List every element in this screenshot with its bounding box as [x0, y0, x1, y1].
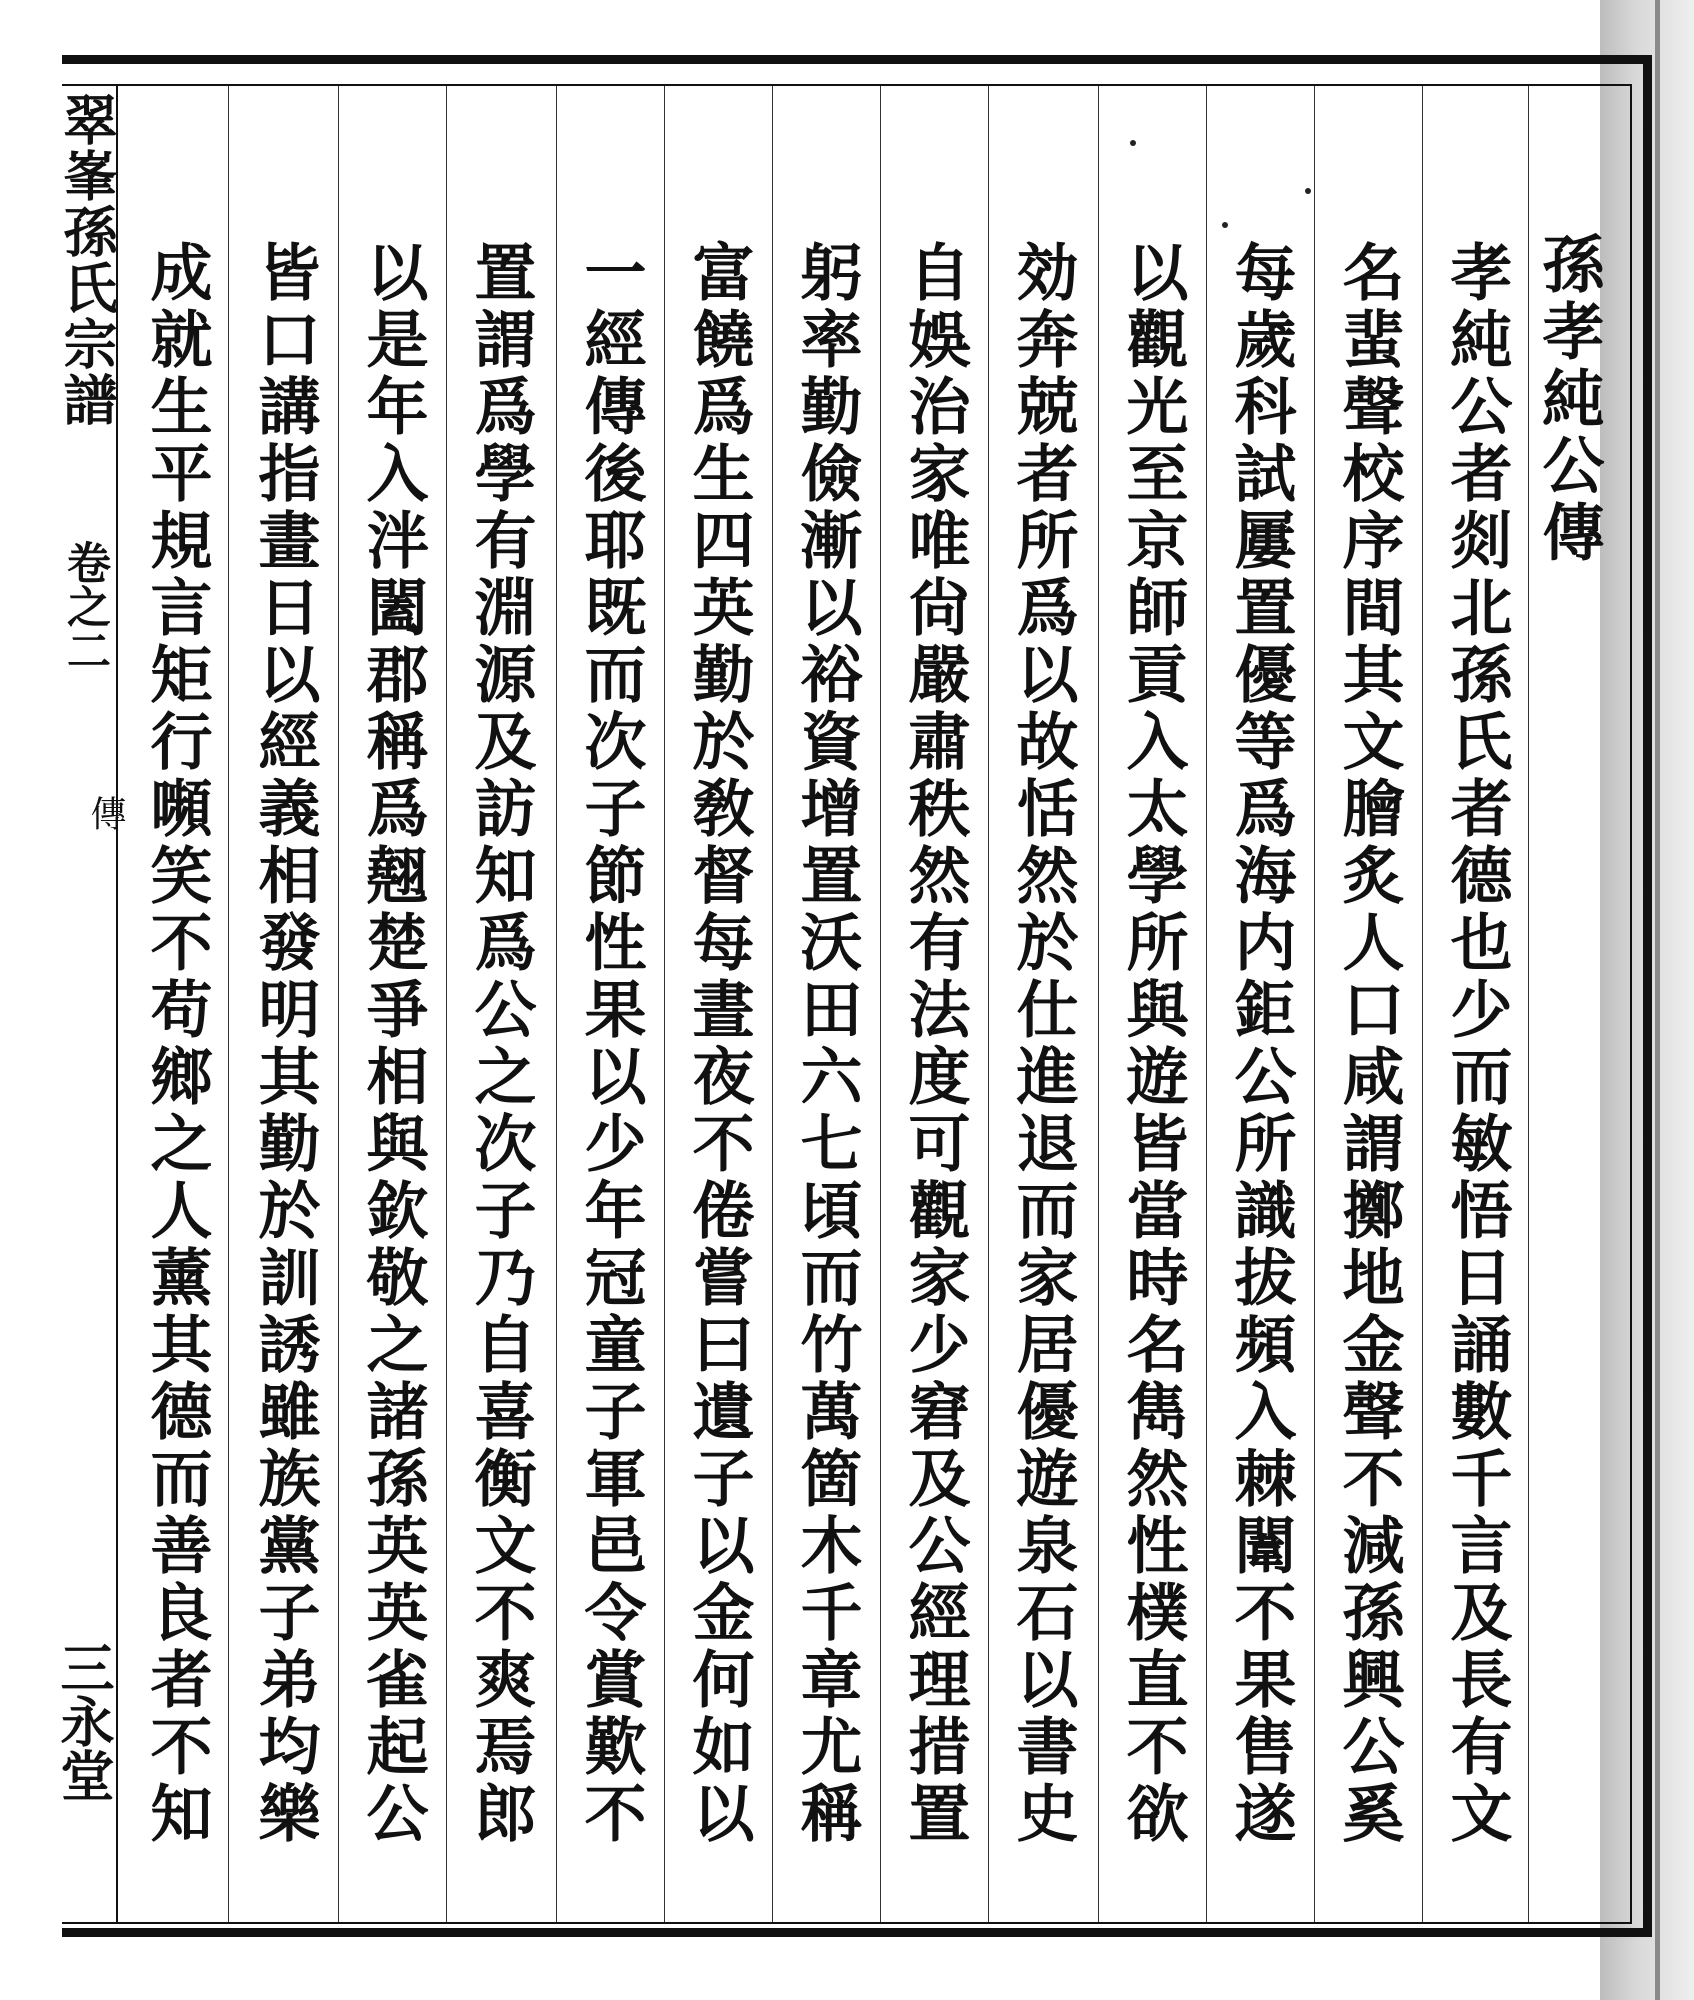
scan-margin-shadow [1655, 0, 1660, 2000]
column-rule [338, 86, 339, 1922]
spine-volume-label: 卷之二 [59, 540, 110, 672]
text-column: 皆口講指畫日以經義相發明其勤於訓誘雖族黨子弟均樂 [248, 240, 321, 1848]
column-rule [1206, 86, 1207, 1922]
text-column: 躬率勤儉漸以裕資增置沃田六七頃而竹萬箇木千章尤稱 [790, 240, 863, 1848]
column-rule [664, 86, 665, 1922]
spine-hall-name: 三永堂 [52, 1640, 116, 1802]
text-column: 置謂爲學有淵源及訪知爲公之次子乃自喜衡文不爽焉郎 [464, 240, 537, 1848]
spine-book-title: 翠峯孫氏宗譜 [55, 92, 119, 428]
text-column: 成就生平規言矩行嚬笑不苟鄉之人薰其德而善良者不知 [140, 240, 213, 1848]
text-column: 孝純公者剡北孫氏者德也少而敏悟日誦數千言及長有文 [1440, 240, 1513, 1848]
spine-section-label: 傳 [85, 795, 126, 831]
column-rule [1098, 86, 1099, 1922]
column-rule [1422, 86, 1423, 1922]
ink-speck [1305, 188, 1311, 194]
text-column: 每歲科試屢置優等爲海内鉅公所識拔頻入棘闈不果售遂 [1224, 240, 1297, 1848]
column-rule [228, 86, 229, 1922]
ink-speck [1222, 222, 1228, 228]
column-rule [1314, 86, 1315, 1922]
text-column: 以是年入泮闔郡稱爲翹楚爭相與欽敬之諸孫英英雀起公 [356, 240, 429, 1848]
text-column: 以觀光至京師貢入太學所與遊皆當時名雋然性樸直不欲 [1116, 240, 1189, 1848]
column-rule [556, 86, 557, 1922]
column-rule [988, 86, 989, 1922]
biography-title: 孫孝純公傳 [1532, 232, 1605, 567]
column-rule [446, 86, 447, 1922]
column-rule [880, 86, 881, 1922]
ink-speck [1130, 140, 1136, 146]
text-column: 名蜚聲校序間其文膾炙人口咸謂擲地金聲不減孫興公奚 [1332, 240, 1405, 1848]
column-rule [772, 86, 773, 1922]
text-column: 自娛治家唯尙嚴肅秩然有法度可觀家少窘及公經理措置 [898, 240, 971, 1848]
text-column: 効奔兢者所爲以故恬然於仕進退而家居優遊泉石以書史 [1006, 240, 1079, 1848]
text-column: 富饒爲生四英勤於敎督每晝夜不倦嘗曰遺子以金何如以 [682, 240, 755, 1848]
text-column: 一經傳後耶既而次子節性果以少年冠童子軍邑令賞歎不 [574, 240, 647, 1848]
